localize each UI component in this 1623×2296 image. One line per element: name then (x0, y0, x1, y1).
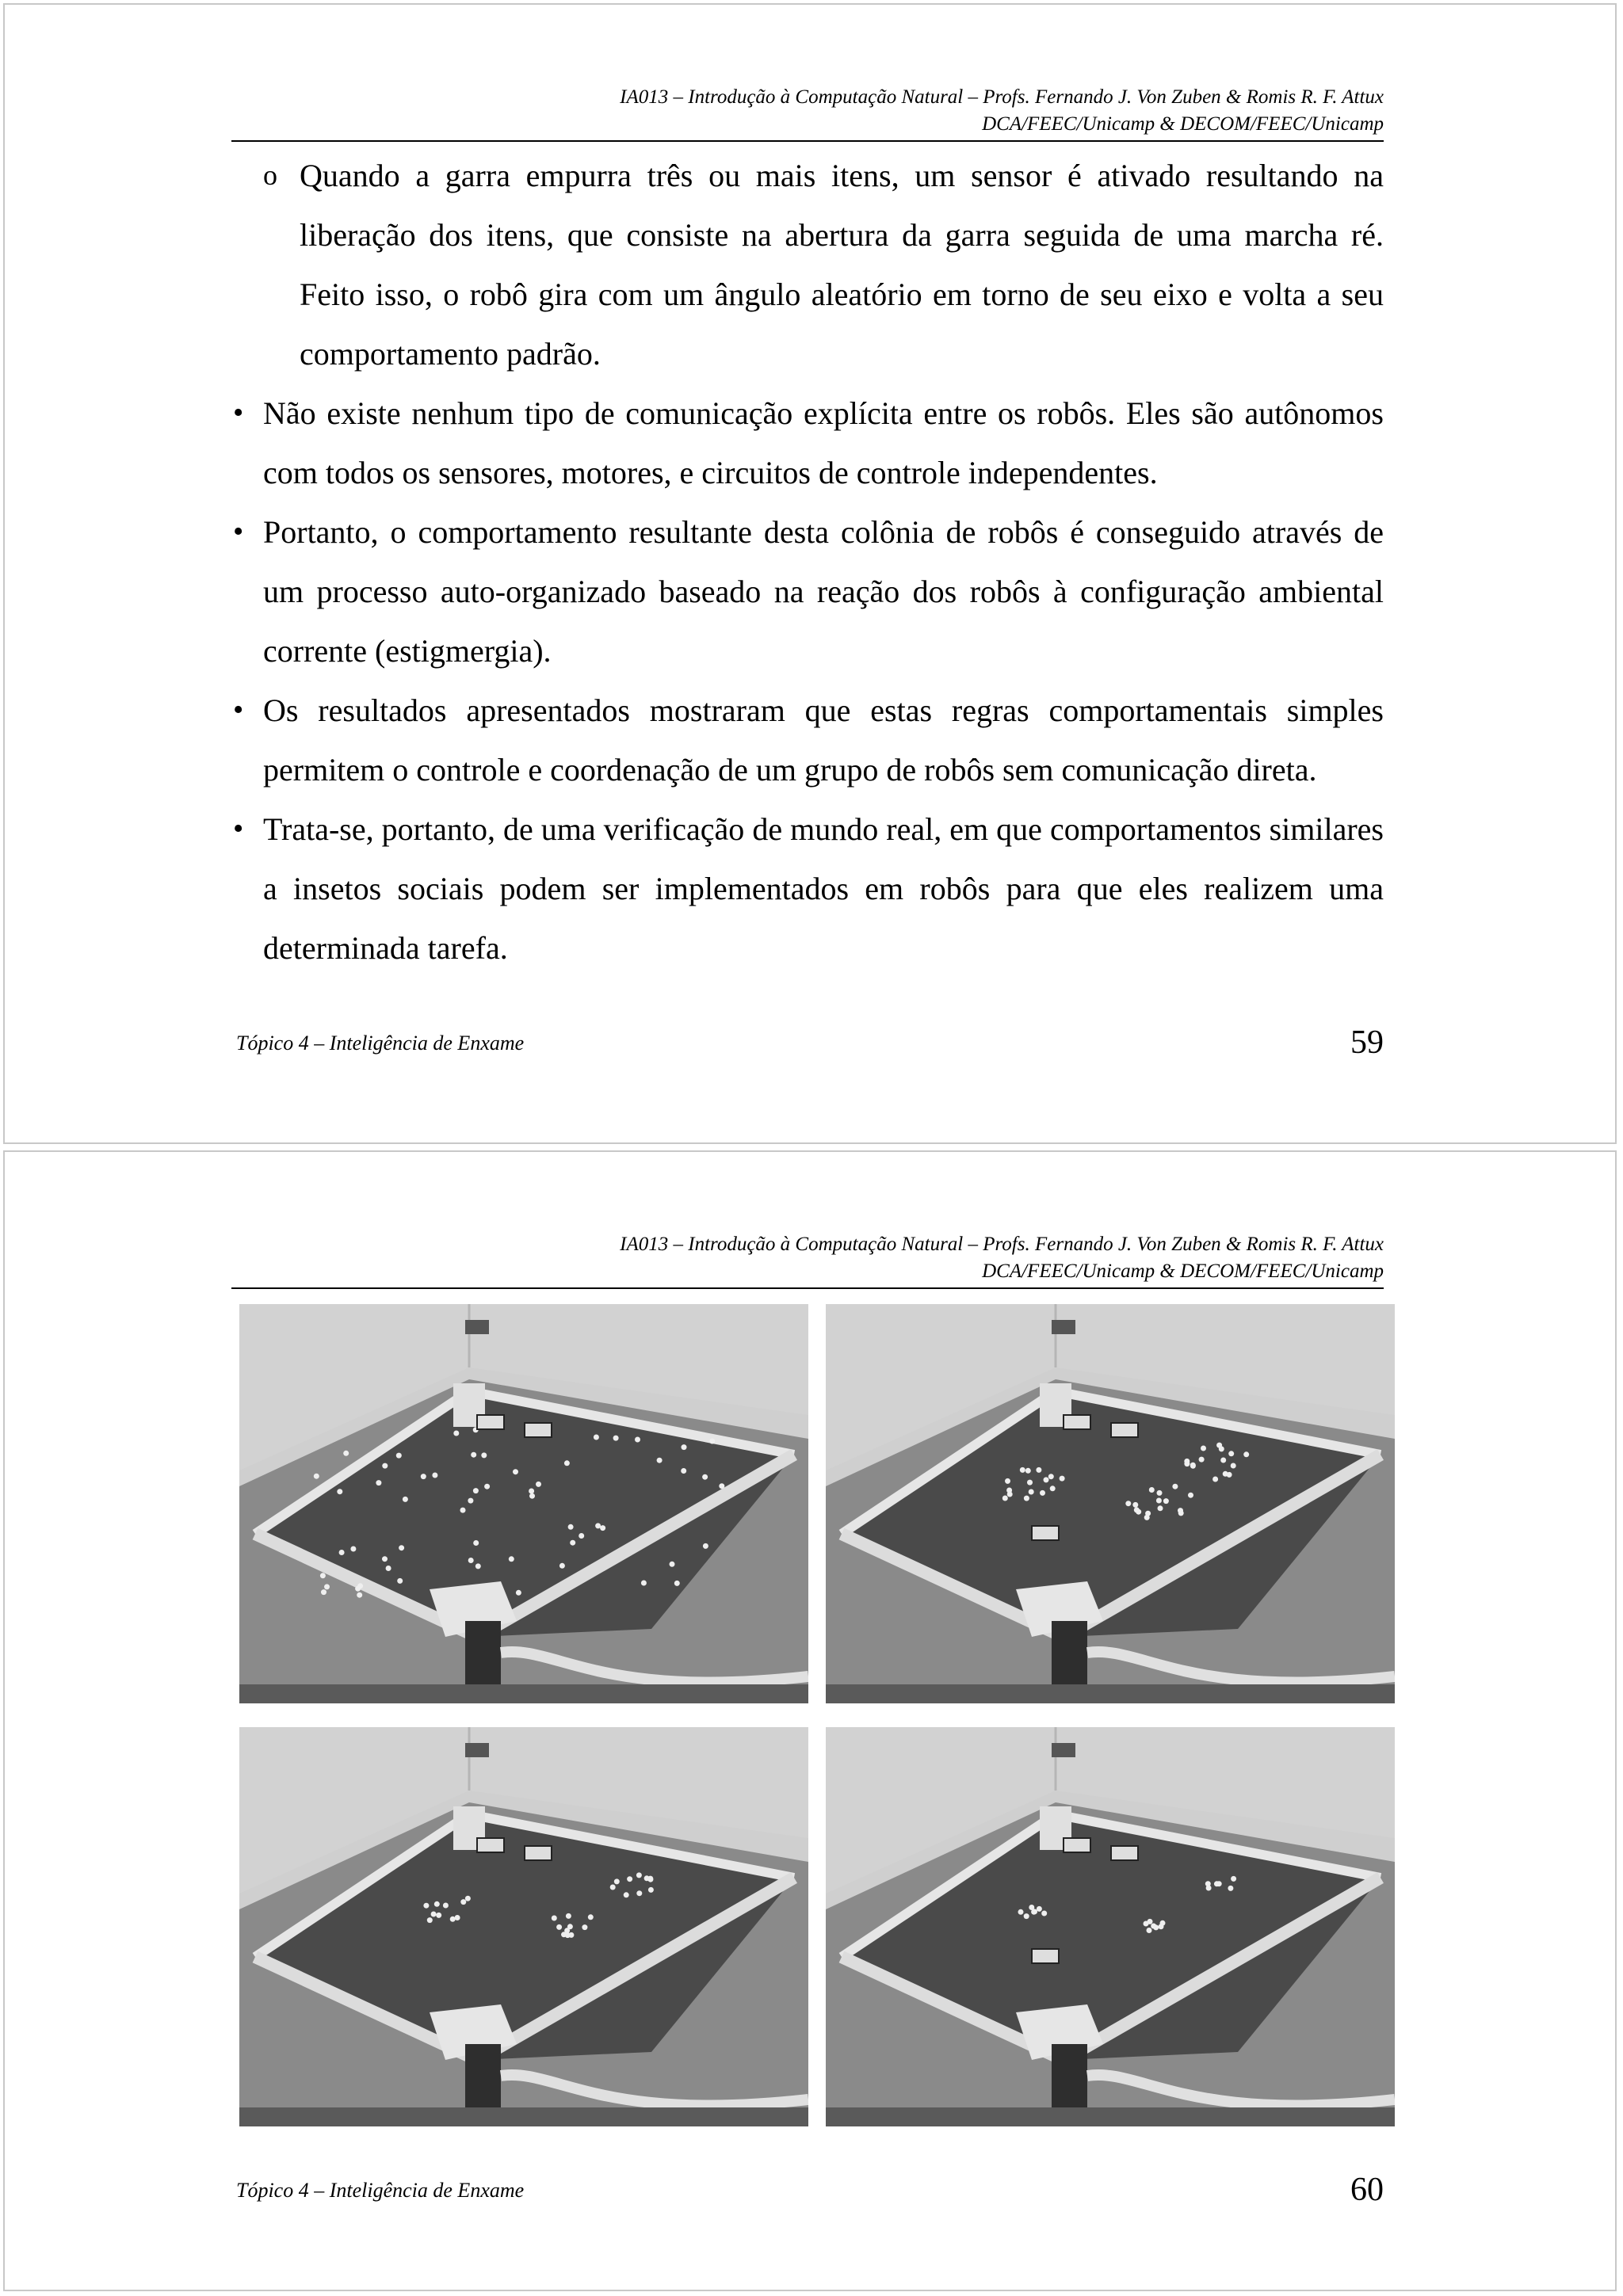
header-course-line: IA013 – Introdução à Computação Natural – Profs. Fernando J. Von Zuben & Romis R. F. Attux (620, 1234, 1384, 1255)
bullet-icon: • (233, 693, 244, 727)
paragraph-text: Portanto, o comportamento resultante desta colônia de robôs é conseguido através de um processo auto-organizado baseado na reação dos robôs à configuração ambiental corrente (estigmergia). (263, 514, 1384, 669)
arena-illustration (239, 1304, 808, 1703)
sub-bullet-paragraph (231, 146, 1384, 383)
header-department-line: DCA/FEEC/Unicamp & DECOM/FEEC/Unicamp (982, 113, 1384, 135)
bullet-paragraph (231, 681, 1384, 799)
arena-photo-4 (826, 1727, 1395, 2126)
paragraph-text: Os resultados apresentados mostraram que estas regras comportamentais simples permitem o controle e coordenação de um grupo de robôs sem comunicação direta. (263, 692, 1384, 788)
arena-photo-3 (239, 1727, 808, 2126)
page-header (620, 1231, 1384, 1285)
paragraph-text: Trata-se, portanto, de uma verificação de mundo real, em que comportamentos similares a insetos sociais podem ser implementados em robôs para que eles realizem uma determinada tarefa. (263, 811, 1384, 966)
robot-arena-photo-grid (236, 1304, 1395, 2136)
slide-page-59 (3, 3, 1617, 1144)
slide-body (231, 146, 1384, 978)
page-header (620, 84, 1384, 138)
arena-photo-2 (826, 1304, 1395, 1703)
paragraph-text: Quando a garra empurra três ou mais itens, um sensor é ativado resultando na liberação dos itens, que consiste na abertura da garra seguida de uma marcha ré. Feito isso, o robô gira com um ângulo aleatório em torno de seu eixo e volta a seu comportamento padrão. (300, 158, 1384, 372)
bullet-paragraph (231, 799, 1384, 978)
header-department-line: DCA/FEEC/Unicamp & DECOM/FEEC/Unicamp (982, 1261, 1384, 1282)
paragraph-text: Não existe nenhum tipo de comunicação explícita entre os robôs. Eles são autônomos com todos os sensores, motores, e circuitos de controle independentes. (263, 395, 1384, 490)
bullet-paragraph (231, 502, 1384, 681)
bullet-paragraph (231, 383, 1384, 502)
arena-illustration (826, 1727, 1395, 2126)
circle-bullet-icon: o (263, 159, 277, 191)
slide-page-60 (3, 1150, 1617, 2291)
arena-illustration (239, 1727, 808, 2126)
header-rule (231, 140, 1384, 142)
footer-topic: Tópico 4 – Inteligência de Enxame (236, 2179, 525, 2202)
footer-topic: Tópico 4 – Inteligência de Enxame (236, 1032, 525, 1055)
bullet-icon: • (233, 812, 244, 845)
bullet-icon: • (233, 515, 244, 548)
page-number: 59 (1350, 1024, 1384, 1061)
arena-photo-1 (239, 1304, 808, 1703)
page-number: 60 (1350, 2172, 1384, 2208)
arena-illustration (826, 1304, 1395, 1703)
header-rule (231, 1287, 1384, 1289)
header-course-line: IA013 – Introdução à Computação Natural – Profs. Fernando J. Von Zuben & Romis R. F. Attux (620, 86, 1384, 108)
bullet-icon: • (233, 396, 244, 429)
